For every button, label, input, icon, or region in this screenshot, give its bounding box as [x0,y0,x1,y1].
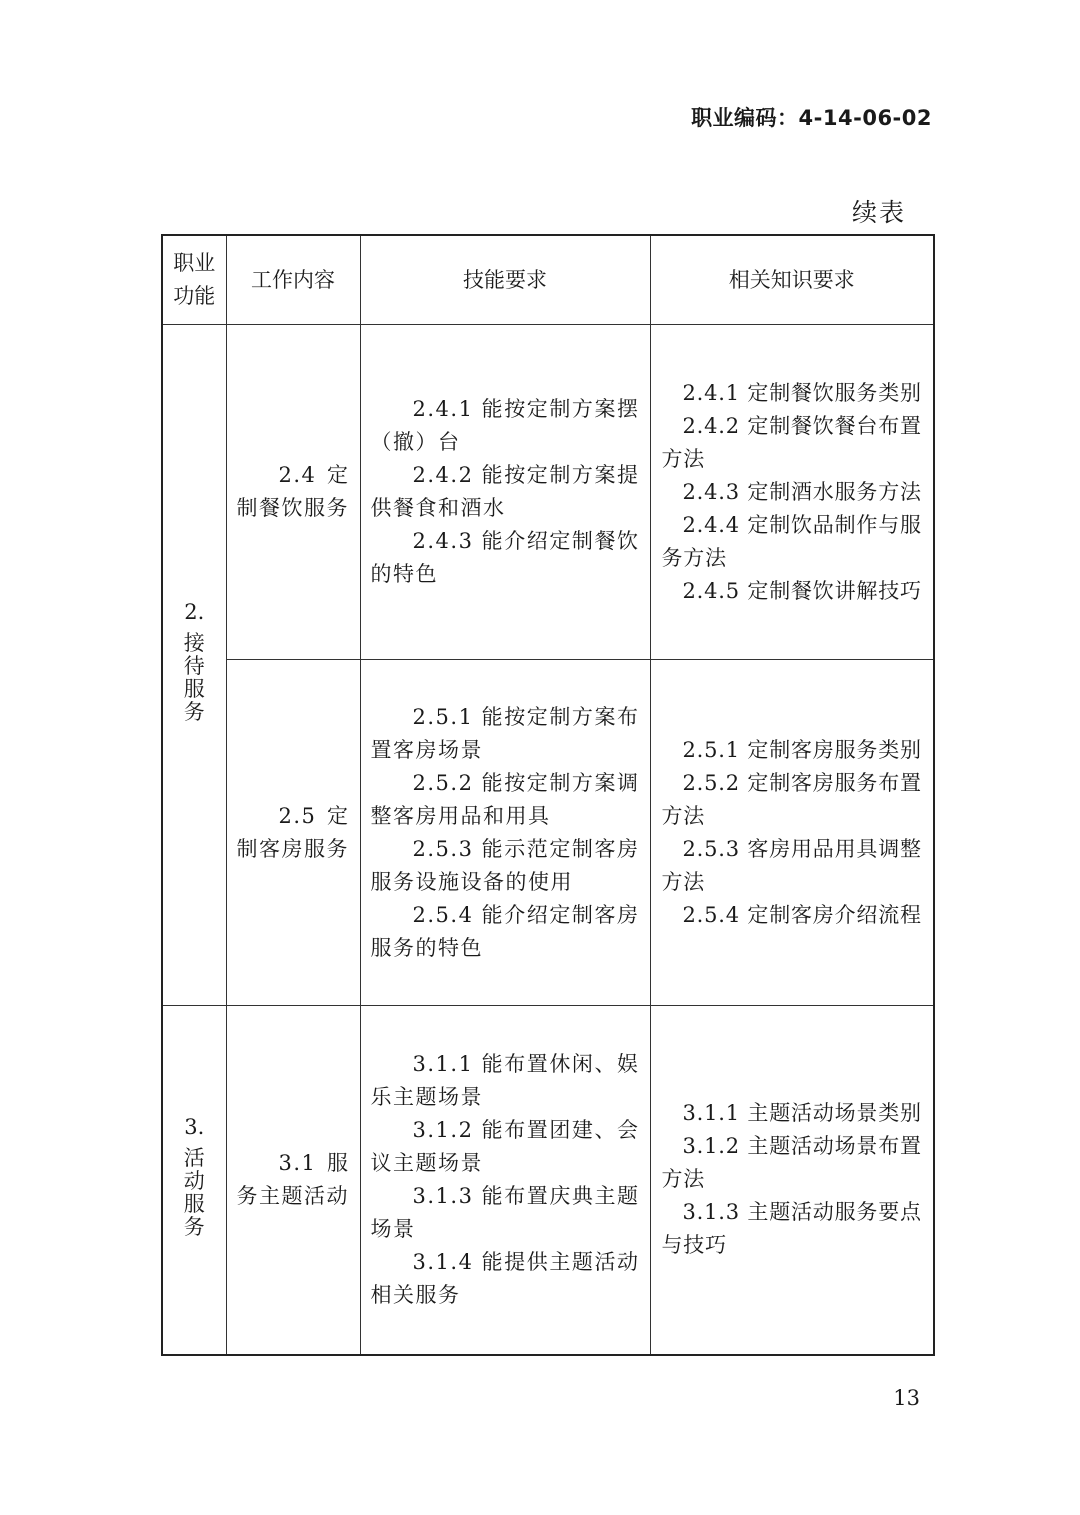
function-cell-reception [162,325,226,1006]
header-work-content: 工作内容 [226,235,360,325]
knowledge-item: 3.1.1 主题活动场景类别 [682,1101,922,1126]
function-number: 3. [184,1114,205,1139]
function-cell-activity [162,1006,226,1355]
knowledge-item: 2.4.3 定制酒水服务方法 [682,479,922,504]
table-header-row [162,235,934,325]
knowledge-item: 2.4.4 定制饮品制作与服务方法 [661,512,922,570]
skills-cell [360,660,650,1006]
work-content-cell [226,1006,360,1355]
work-content-text: 3.1 服务主题活动 [236,1150,350,1208]
function-name: 接待服务 [183,631,205,724]
function-name: 活动服务 [183,1145,205,1239]
skill-item: 2.4.1 能按定制方案摆（撤）台 [370,397,640,454]
knowledge-item: 2.4.5 定制餐饮讲解技巧 [682,578,922,603]
skill-item: 3.1.2 能布置团建、会议主题场景 [370,1117,640,1175]
continued-label: 续表 [851,198,906,227]
table-row [162,325,934,660]
skill-item: 2.5.2 能按定制方案调整客房用品和用具 [370,770,640,828]
knowledge-item: 3.1.2 主题活动场景布置方法 [661,1134,922,1192]
knowledge-cell [650,325,934,660]
occupation-code: 职业编码：4-14-06-02 [691,106,932,130]
knowledge-item: 2.5.4 定制客房介绍流程 [682,902,922,927]
work-content-text: 2.4 定制餐饮服务 [236,463,350,520]
skill-item: 2.5.3 能示范定制客房服务设施设备的使用 [370,836,640,894]
knowledge-item: 2.5.1 定制客房服务类别 [682,737,922,762]
skill-item: 2.4.2 能按定制方案提供餐食和酒水 [370,463,640,520]
skill-item: 3.1.3 能布置庆典主题场景 [370,1183,640,1241]
skill-item: 2.5.1 能按定制方案布置客房场景 [370,704,640,762]
skills-cell [360,325,650,660]
work-content-cell [226,660,360,1006]
skill-item: 2.5.4 能介绍定制客房服务的特色 [370,902,640,960]
header-knowledge-requirements: 相关知识要求 [650,235,934,325]
knowledge-item: 2.4.1 定制餐饮服务类别 [682,380,922,405]
skills-standard-table [161,234,935,1356]
knowledge-item: 2.4.2 定制餐饮餐台布置方法 [661,413,922,471]
skills-cell [360,1006,650,1355]
table-row [162,660,934,1006]
header-skill-requirements: 技能要求 [360,235,650,325]
work-content-cell [226,325,360,660]
header-function: 职业功能 [162,235,226,325]
work-content-text: 2.5 定制客房服务 [236,803,350,861]
function-number: 2. [184,600,205,624]
knowledge-cell [650,660,934,1006]
page-number: 13 [893,1386,920,1410]
knowledge-item: 2.5.3 客房用品用具调整方法 [661,836,922,894]
knowledge-item: 3.1.3 主题活动服务要点与技巧 [661,1200,922,1258]
skill-item: 2.4.3 能介绍定制餐饮的特色 [370,529,640,586]
knowledge-item: 2.5.2 定制客房服务布置方法 [661,770,922,828]
skill-item: 3.1.1 能布置休闲、娱乐主题场景 [370,1051,640,1109]
skill-item: 3.1.4 能提供主题活动相关服务 [370,1249,640,1307]
table-row [162,1006,934,1355]
knowledge-cell [650,1006,934,1355]
